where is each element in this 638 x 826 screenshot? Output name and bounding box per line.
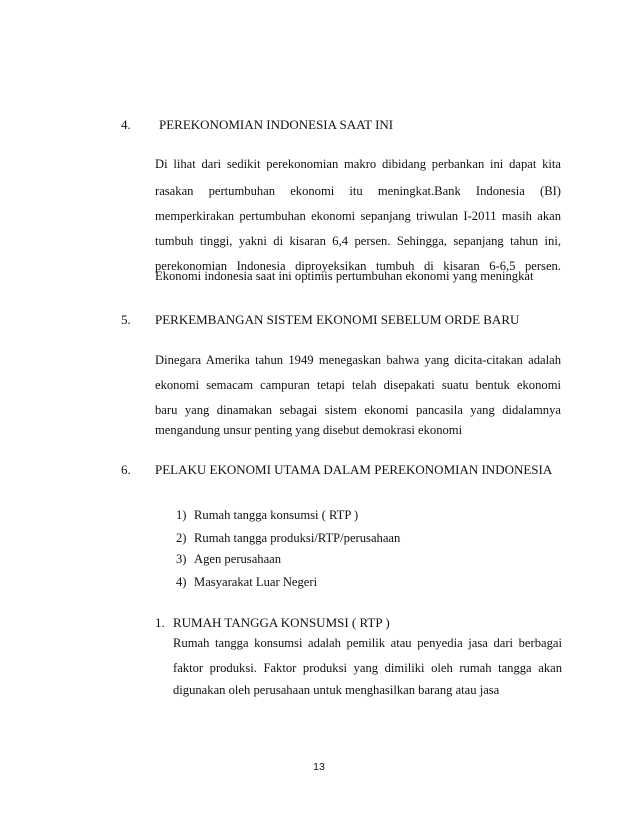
section-5-number: 5. <box>121 312 131 327</box>
section-6-title: PELAKU EKONOMI UTAMA DALAM PEREKONOMIAN INDONESIA <box>155 462 553 477</box>
subsection-1-title: RUMAH TANGGA KONSUMSI ( RTP ) <box>173 615 390 630</box>
subsection-1-number: 1. <box>155 615 165 630</box>
section-5-line-2: ekonomi semacam campuran tetapi telah disepakati suatu bentuk ekonomi <box>155 378 561 392</box>
subsection-1-line-2: faktor produksi. Faktor produksi yang dimiliki oleh rumah tangga akan <box>173 661 562 675</box>
list-item-4-text: Masyarakat Luar Negeri <box>194 575 318 589</box>
list-item-1 <box>176 507 358 523</box>
section-5-title: PERKEMBANGAN SISTEM EKONOMI SEBELUM ORDE BARU <box>155 312 520 327</box>
list-item-4 <box>176 574 317 590</box>
list-item-3 <box>176 551 281 567</box>
list-item-1-text: Rumah tangga konsumsi ( RTP ) <box>194 508 359 522</box>
subsection-1-line-1: Rumah tangga konsumsi adalah pemilik atau penyedia jasa dari berbagai <box>173 636 562 650</box>
subsection-1-line-3: digunakan oleh perusahaan untuk menghasilkan barang atau jasa <box>173 683 500 697</box>
list-item-2-text: Rumah tangga produksi/RTP/perusahaan <box>194 531 401 545</box>
list-item-4-number: 4) <box>176 575 187 589</box>
section-4-heading <box>121 117 393 133</box>
section-4-line-5: perekonomian Indonesia diproyeksikan tumbuh di kisaran 6-6,5 persen. <box>155 259 561 273</box>
section-4-line-4: tumbuh tinggi, yakni di kisaran 6,4 persen. Sehingga, sepanjang tahun ini, <box>155 234 561 248</box>
list-item-3-number: 3) <box>176 552 187 566</box>
section-5-line-4: mengandung unsur penting yang disebut demokrasi ekonomi <box>155 423 463 437</box>
section-6-number: 6. <box>121 462 131 477</box>
section-5-heading <box>121 312 519 328</box>
section-4-line-6: Ekonomi indonesia saat ini optimis pertumbuhan ekonomi yang meningkat <box>155 269 534 283</box>
section-4-title: PEREKONOMIAN INDONESIA SAAT INI <box>159 117 394 132</box>
list-item-2-number: 2) <box>176 531 187 545</box>
section-4-line-1: Di lihat dari sedikit perekonomian makro dibidang perbankan ini dapat kita <box>155 157 561 171</box>
section-4-line-2: rasakan pertumbuhan ekonomi itu meningkat.Bank Indonesia (BI) <box>155 184 561 198</box>
list-item-1-number: 1) <box>176 508 187 522</box>
subsection-1-heading <box>155 615 390 631</box>
list-item-2 <box>176 530 400 546</box>
page-number: 13 <box>313 761 325 773</box>
section-4-number: 4. <box>121 117 131 132</box>
list-item-3-text: Agen perusahaan <box>194 552 282 566</box>
section-4-line-3: memperkirakan pertumbuhan ekonomi sepanjang triwulan I-2011 masih akan <box>155 209 561 223</box>
section-5-line-1: Dinegara Amerika tahun 1949 menegaskan bahwa yang dicita-citakan adalah <box>155 353 561 367</box>
section-6-heading <box>121 462 552 478</box>
section-5-line-3: baru yang dinamakan sebagai sistem ekonomi pancasila yang didalamnya <box>155 403 561 417</box>
